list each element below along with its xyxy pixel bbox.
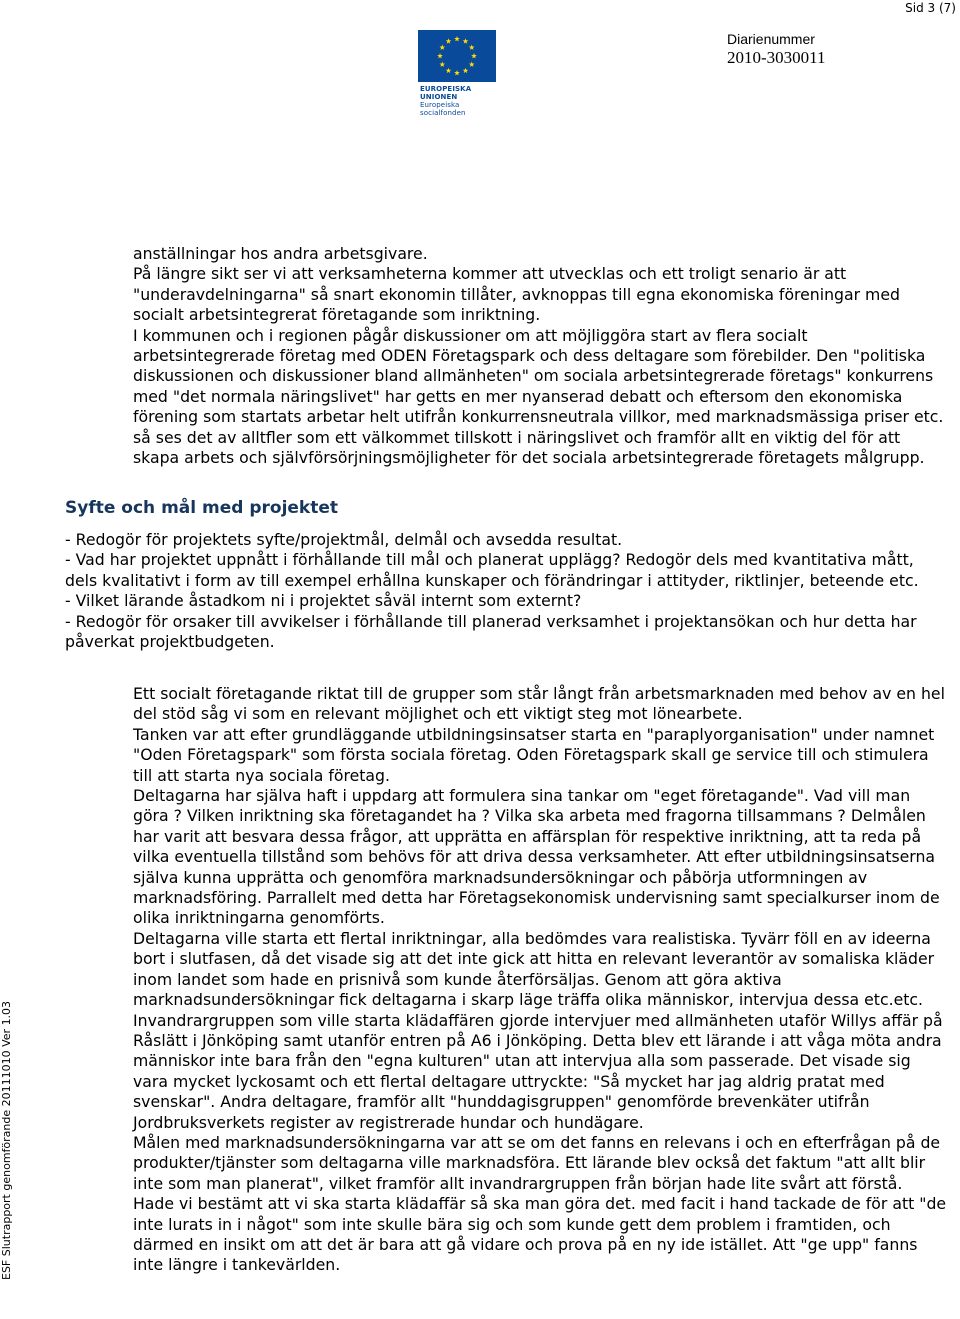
eu-flag-icon [418,30,496,82]
intro-text [133,244,948,468]
answer-paragraph: Tanken var att efter grundläggande utbildningsinsatser starta en "paraplyorganisation" under namnet "Oden Företagspark" som första sociala företag. Oden Företagspark skall ge service till och stimulera till att starta nya sociala företag. [133,724,935,785]
intro-paragraph: anställningar hos andra arbetsgivare. [133,244,428,263]
section-answer [133,684,948,1276]
intro-paragraph: På längre sikt ser vi att verksamheterna kommer att utvecklas och ett troligt senario är att "underavdelningarna" så snart ekonomin tillåter, avknoppas till egna ekonomiska föreningar med socialt arbetsintegrerat företagande som inriktning. [133,264,900,325]
section-instructions [65,530,950,652]
answer-paragraph: Deltagarna ville starta ett flertal inriktningar, alla bedömdes vara realistiska. Tyvärr föll en av ideerna bort i slutfasen, då det visade sig att det inte gick att hitta en relevant leverantör av somaliska kläder inom landet som hade en prisnivå som kunde återförsäljas. Genom att göra aktiva marknadsundersökningar fick deltagarna i skarp läge träffa olika människor, intervjua dessa etc.etc. Invandrargruppen som ville starta klädaffären gjorde intervjuer med allmänheten utaför Willys affär på Råslätt i Jönköping samt utanför entren på A6 i Jönköping. Detta blev ett lärande i att våga möta andra människor inte bara från den "egna kulturen" utan att intervjua alla som passerade. Det visade sig vara mycket lyckosamt och ett flertal deltagare uttryckte: "Så mycket har jag aldrig pratat med svenskar". Andra deltagare, framför allt "hunddagisgruppen" genomförde brevenkäter utifrån Jordbruksverkets register av registrerade hundar och hundägare. [133,928,943,1132]
answer-paragraph: Målen med marknadsundersökningarna var att se om det fanns en relevans i och en efterfrågan på de produkter/tjänster som deltagarna ville marknadsföra. Ett lärande blev också det faktum "att allt blir inte som man planerat", vilket framför allt invandrargruppen från början hade lite svårt att förstå. Hade vi bestämt att vi ska starta klädaffär så ska man göra det. med facit i hand tackade de för att "de inte lurats in i något" som inte skulle bära sig och som kunde gett dem problem i framtiden, och därmed en insikt om att det är bara att gå vidare och prova på en ny ide istället. Att "ge upp" fanns inte längre i tankevärlden. [133,1132,947,1275]
page-number: Sid 3 (7) [905,1,956,15]
diarie-label: Diarienummer [727,31,815,47]
intro-paragraph: I kommunen och i regionen pågår diskussioner om att möjliggöra start av flera socialt arbetsintegrerade företag med ODEN Företagspark och dess deltagare som förebilder. Den "politiska diskussionen och diskussioner bland allmänheten" om sociala arbetsintegrerade företags" konkurrens med "det normala näringslivet" har getts en mer nyanserad debatt och eftersom den ekonomiska förening som startats arbetar helt utifrån konkurrensneutrala villkor, med marknadsmässiga priser etc. så ses det av alltfler som ett välkommet tillskott i näringslivet och framför allt en viktig del för att skapa arbets och självförsörjningsmöjligheter för det sociala arbetsintegrerade företagets målgrupp. [133,325,944,468]
instruction-item: - Redogör för orsaker till avvikelser i förhållande till planerad verksamhet i projektansökan och hur detta har påverkat projektbudgeten. [65,611,917,652]
diarie-number: 2010-3030011 [727,48,826,67]
eu-fund-name: Europeiska socialfonden [420,101,466,117]
version-footer: ESF Slutrapport genomförande 20111010 Ver 1.03 [0,1000,13,1280]
section-heading: Syfte och mål med projektet [65,498,339,518]
eu-union-name: EUROPEISKA UNIONEN [420,85,472,101]
instruction-item: - Vilket lärande åstadkom ni i projektet såväl internt som externt? [65,591,582,611]
instruction-item: - Redogör för projektets syfte/projektmål, delmål och avsedda resultat. [65,530,623,549]
eu-logo-text [418,85,498,117]
diarie-block [727,31,826,69]
instruction-item: - Vad har projektet uppnått i förhållande till mål och planerat upplägg? Redogör dels med kvantitativa mått, dels kvalitativt i form av till exempel erhållna kunskaper och förändringar i attityder, riktlinjer, beteende etc. [65,550,919,590]
eu-logo [418,30,498,117]
answer-paragraph: Deltagarna har själva haft i uppdarg att formulera sina tankar om "eget företagande". Vad vill man göra ? Vilken inriktning ska företagandet ha ? Vilka ska arbeta med fragorna tillsammans ? Delmålen har varit att besvara dessa frågor, att upprätta en affärsplan för respektive inriktning, att ta reda på vilka eventuella tillstånd som behövs för att driva dessa verksamheter. Att efter utbildningsinsatserna själva kunna upprätta och genomföra marknadsundersökningar och påbörja utformningen av marknadsföring. Parrallelt med detta har Företagsekonomisk undervisning samt specialkurser inom de olika inriktningarna genomförts. [133,786,940,928]
answer-paragraph: Ett socialt företagande riktat till de grupper som står långt från arbetsmarknaden med behov av en hel del stöd såg vi som en relevant möjlighet och ett viktigt steg mot lönearbete. [133,684,945,724]
